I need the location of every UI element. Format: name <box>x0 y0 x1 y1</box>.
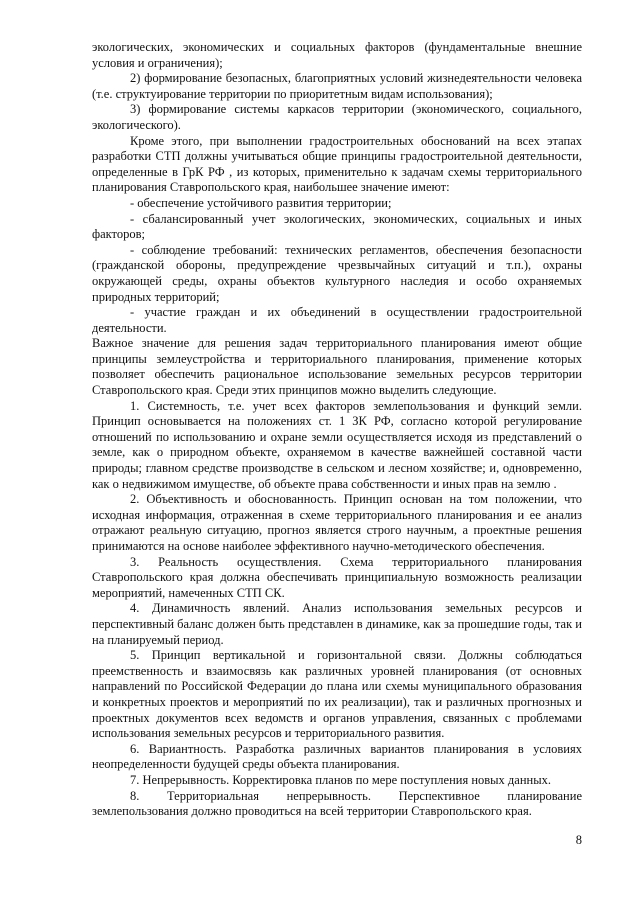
paragraph: 1. Системность, т.е. учет всех факторов землепользования и функций земли. Принцип основывается на положениях ст. 1 ЗК РФ, согласно которой регулирование отношений по использованию и охране земли осуществляется исходя из представлений о земле, как о природном объекте, охраняемом в качестве важнейшей составной части природы; главном средстве производстве в сельском и лесном хозяйстве; и, одновременно, как о недвижимом имуществе, об объекте права собственности и иных прав на землю . <box>92 398 582 491</box>
paragraph: 3) формирование системы каркасов территории (экономического, социального, экологического). <box>92 102 582 132</box>
paragraph: 7. Непрерывность. Корректировка планов по мере поступления новых данных. <box>130 772 551 787</box>
body-text <box>92 40 582 820</box>
paragraph: 3. Реальность осуществления. Схема территориального планирования Ставропольского края должна обеспечивать принципиальную возможность реализации мероприятий, намеченных СТП СК. <box>92 554 582 600</box>
paragraph: Важное значение для решения задач территориального планирования имеют общие принципы землеустройства и территориального планирования, применение которых позволяет обеспечить рациональное использование земельных ресурсов территории Ставропольского края. Среди этих принципов можно выделить следующие. <box>92 336 582 398</box>
paragraph: - сбалансированный учет экологических, экономических, социальных и иных факторов; <box>92 211 582 242</box>
paragraph: 2. Объективность и обоснованность. Принцип основан на том положении, что исходная информация, отраженная в схеме территориального планирования и ее анализ отражают реальную ситуацию, прогноз является строго научным, а проектные решения принимаются на основе наиболее эффективного научно-методического обеспечения. <box>92 492 582 553</box>
paragraph: Кроме этого, при выполнении градостроительных обоснований на всех этапах разработки СТП должны учитываться общие принципы градостроительной деятельности, определенные в ГрК РФ , из которых, применительно к задачам схемы территориального планирования Ставропольского края, наибольшее значение имеют: <box>92 133 582 195</box>
paragraph: 6. Вариантность. Разработка различных вариантов планирования в условиях неопределенности будущей среды объекта планирования. <box>92 741 582 772</box>
paragraph: 8. Территориальная непрерывность. Перспективное планирование землепользования должно проводиться на всей территории Ставропольского края. <box>92 788 582 819</box>
paragraph: - обеспечение устойчивого развития территории; <box>130 195 392 210</box>
paragraph: - соблюдение требований: технических регламентов, обеспечения безопасности (гражданской обороны, предупреждение чрезвычайных ситуаций и т.п.), охраны окружающей среды, охраны объектов культурного наследия и особо охраняемых природных территорий; <box>92 242 582 304</box>
paragraph: экологических, экономических и социальных факторов (фундаментальные внешние условия и ограничения); <box>92 40 582 70</box>
paragraph: 2) формирование безопасных, благоприятных условий жизнедеятельности человека (т.е. структуирование территории по приоритетным видам использования); <box>92 71 582 101</box>
paragraph: - участие граждан и их объединений в осуществлении градостроительной деятельности. <box>92 305 582 335</box>
paragraph: 4. Динамичность явлений. Анализ использования земельных ресурсов и перспективный баланс должен быть представлен в динамике, как за прошедшие годы, так и на планируемый период. <box>92 601 582 647</box>
page-number: 8 <box>575 833 582 847</box>
paragraph: 5. Принцип вертикальной и горизонтальной связи. Должны соблюдаться преемственность и взаимосвязь как различных уровней планирования (от основных направлений по Российской Федерации до плана или схемы муниципального образования и конкретных проектов и мероприятий по их реализации), так и различных прогнозных и проектных документов всех ведомств и органов управления, связанных с проблемами использования земельных ресурсов и территориального развития. <box>92 648 582 741</box>
